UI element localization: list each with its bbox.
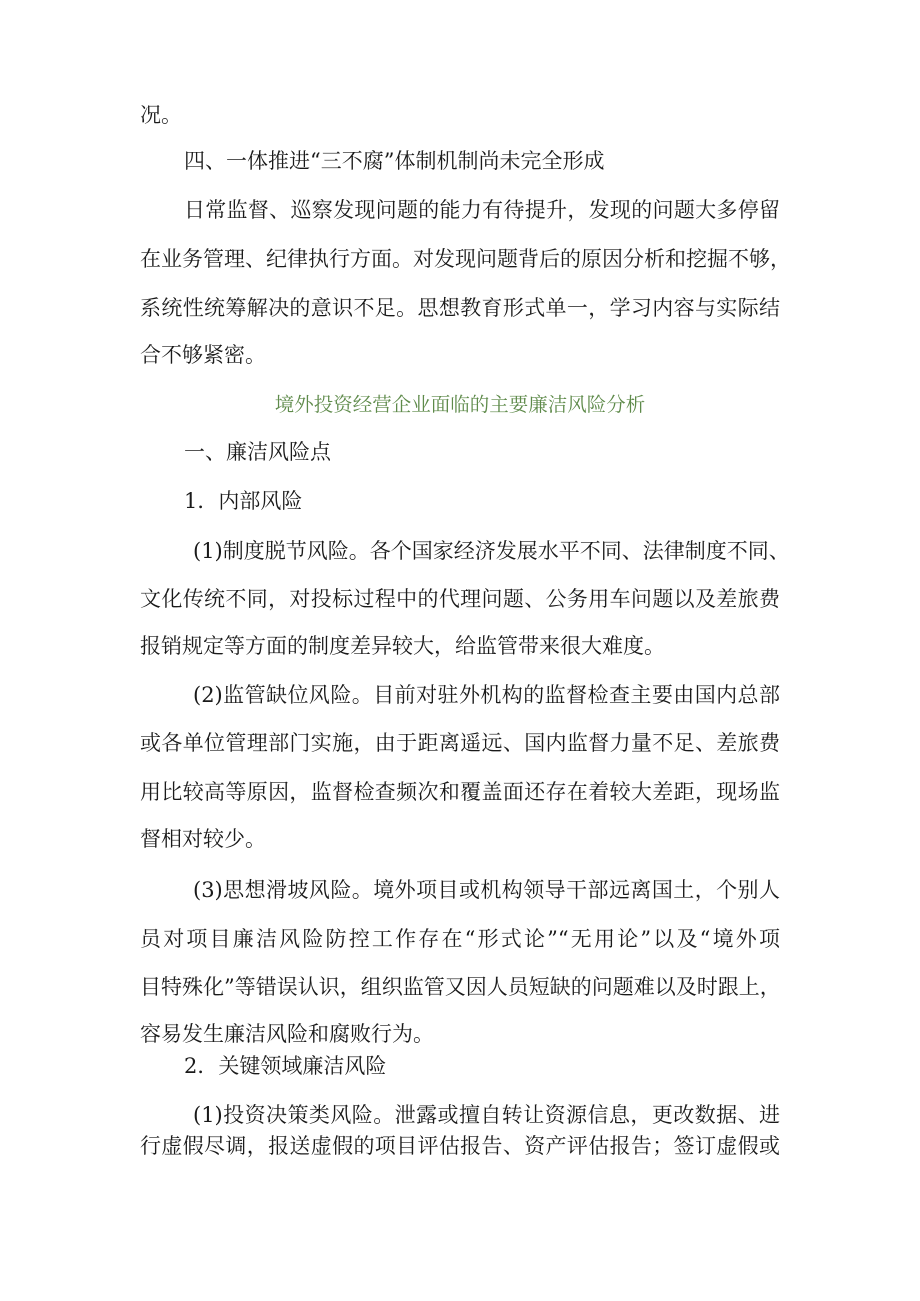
subsection-heading: 2．关键领域廉洁风险	[184, 1054, 387, 1078]
section-heading: 一、廉洁风险点	[184, 440, 331, 464]
paragraph-line: 文化传统不同，对投标过程中的代理问题、公务用车问题以及差旅费	[140, 587, 780, 611]
paragraph-line: 合不够紧密。	[140, 343, 266, 367]
paragraph-line: 员对项目廉洁风险防控工作存在“形式论”“无用论”以及“境外项	[140, 927, 780, 951]
subsection-heading: 1．内部风险	[184, 489, 303, 513]
paragraph-line: 容易发生廉洁风险和腐败行为。	[140, 1022, 434, 1046]
paragraph-line: (1)制度脱节风险。各个国家经济发展水平不同、法律制度不同、	[193, 539, 790, 563]
paragraph-line: 用比较高等原因，监督检查频次和覆盖面还存在着较大差距，现场监	[140, 780, 780, 804]
paragraph-line: 在业务管理、纪律执行方面。对发现问题背后的原因分析和挖掘不够，	[140, 247, 791, 271]
paragraph-line: 日常监督、巡察发现问题的能力有待提升，发现的问题大多停留	[184, 198, 780, 222]
paragraph-line: 督相对较少。	[140, 827, 266, 851]
paragraph-line: (1)投资决策类风险。泄露或擅自转让资源信息，更改数据、进	[193, 1103, 780, 1127]
paragraph-line: (2)监管缺位风险。目前对驻外机构的监督检查主要由国内总部	[193, 683, 780, 707]
paragraph-line: 行虚假尽调，报送虚假的项目评估报告、资产评估报告；签订虚假或	[140, 1134, 780, 1158]
paragraph-line: 目特殊化”等错误认识，组织监管又因人员短缺的问题难以及时跟上，	[140, 975, 781, 999]
paragraph-line: 或各单位管理部门实施，由于距离遥远、国内监督力量不足、差旅费	[140, 731, 780, 755]
paragraph-line: (3)思想滑坡风险。境外项目或机构领导干部远离国土，个别人	[193, 878, 780, 902]
paragraph-line: 系统性统筹解决的意识不足。思想教育形式单一，学习内容与实际结	[140, 296, 780, 320]
section-heading: 四、一体推进“三不腐”体制机制尚未完全形成	[184, 149, 605, 173]
document-title: 境外投资经营企业面临的主要廉洁风险分析	[274, 393, 646, 416]
paragraph-line: 报销规定等方面的制度差异较大，给监管带来很大难度。	[140, 634, 665, 658]
text-line: 况。	[140, 103, 182, 127]
